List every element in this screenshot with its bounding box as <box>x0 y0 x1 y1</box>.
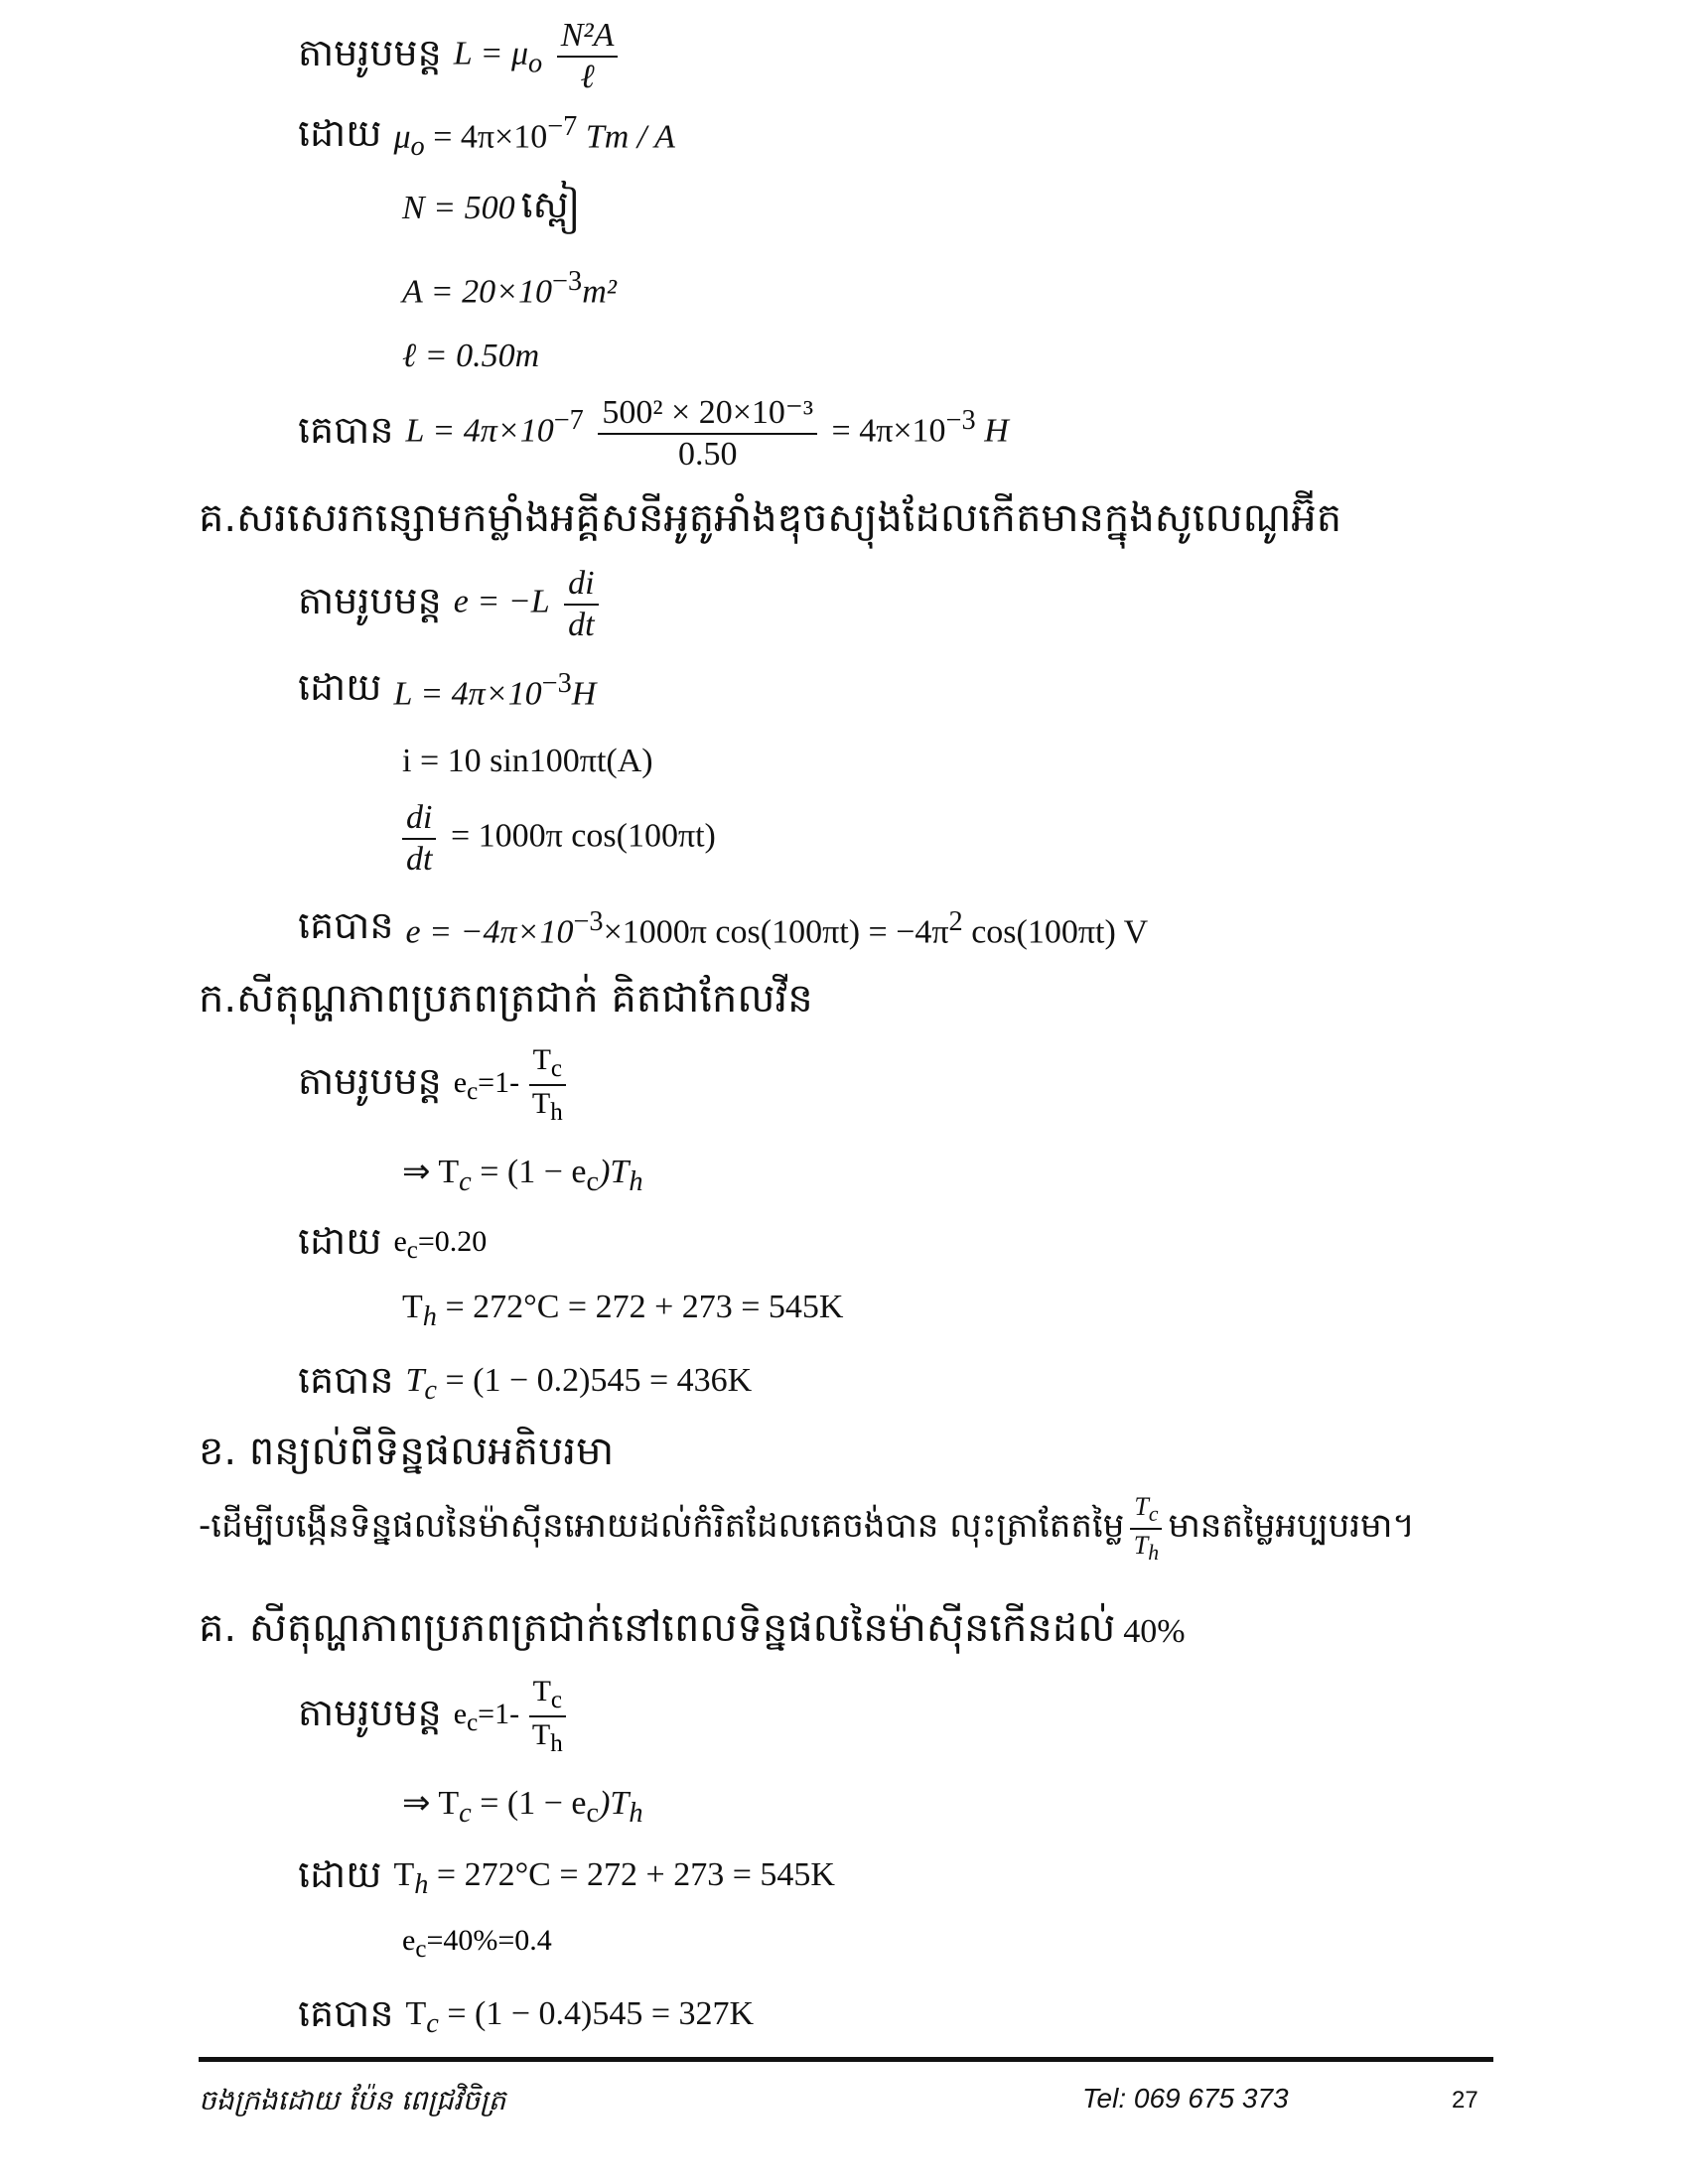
cold-temp-result-line-2 <box>298 1989 754 2045</box>
formula-label: តាមរូបមន្ត <box>298 30 442 74</box>
inductance-value: $L = 4\pi\times 10^{-3}H$ <box>393 668 597 713</box>
formula-label: តាមរូបមន្ត <box>298 1691 442 1735</box>
section-c1-heading: គ.សរសេរកន្សោមកម្លាំងអគ្គីសនីអូតូអាំងឌុចស្យុងដែលកើតមានក្នុងសូលេណូអ៊ីត <box>199 495 1342 541</box>
emf-result: $e = -4\pi\times 10^{-3}\times 1000\pi$ $\cos(100\pi t) = -4\pi^2$ cos(100πt) V <box>405 906 1149 951</box>
mu0-value: $\mu_o = 4\pi\times 10^{-7}$ Tm / A <box>393 110 675 163</box>
area-value: $A = 20\times 10^{-3}m^2$ <box>402 266 617 311</box>
given-hot-temp-line-2 <box>298 1850 835 1906</box>
given-inductance-line <box>298 663 596 719</box>
current-derivative-line <box>402 800 716 877</box>
section-kh-heading: ខ. ពន្យល់ពីទិន្នផលអតិបរមា <box>199 1429 615 1474</box>
ratio-fraction: $\frac{T_c}{T_h}$ <box>1130 1493 1162 1565</box>
given-label: ដោយ <box>298 665 382 709</box>
length-value: ℓ = 0.50m <box>402 338 540 374</box>
given-label: ដោយ <box>298 1219 382 1263</box>
footer-author: ចងក្រងដោយ ប៉ែន ពេជ្រវិចិត្រ <box>199 2084 506 2116</box>
turns-value: N = 500 <box>402 190 515 226</box>
cold-temp-formula-line-1 <box>402 1152 642 1198</box>
given-mu0-line <box>298 109 675 165</box>
temperature-ratio: $\frac{T_c}{T_h}$ <box>529 1044 566 1127</box>
cold-temp-result-line-1 <box>298 1356 752 1412</box>
inductance-formula-line <box>298 18 624 94</box>
cold-temp-result-1: $T_c = (1 - 0.2)545 = 436K$ <box>405 1361 753 1406</box>
section-k-heading: ក.សីតុណ្ហភាពប្រភពត្រជាក់ គិតជាកែលវីន <box>199 976 813 1022</box>
cold-temp-result-2: $T_c = (1 - 0.4)545 = 327K$ <box>405 1994 755 2039</box>
length-line <box>402 338 539 375</box>
inductance-fraction: $\frac{\text{N²A}}{\text{ℓ}}$ <box>557 18 619 94</box>
result-label: គេបាន <box>298 1358 394 1402</box>
inductance-formula: $L = \mu_o$ $\frac{\text{N²A}}{\text{ℓ}}$ <box>454 18 625 94</box>
footer-rule <box>199 2057 1493 2062</box>
result-label: គេបាន <box>298 1991 394 2035</box>
efficiency-formula-line-2 <box>298 1676 572 1758</box>
section-c2-heading: គ. សីតុណ្ហភាពប្រភពត្រជាក់នៅពេលទិន្នផលនៃម៉ាស៊ីនកើនដល់ 40% <box>199 1605 1186 1651</box>
result-label: គេបាន <box>298 903 394 947</box>
current-value: i = 10 sin100πt(A) <box>402 743 653 779</box>
hot-temp-value: $T_h = 272^\circ C = 272 + 273 = 545K$ <box>402 1289 844 1332</box>
efficiency-value-1: $e_c=0.20$ <box>393 1225 488 1264</box>
emf-result-line <box>298 901 1148 957</box>
formula-label: តាមរូបមន្ត <box>298 578 442 622</box>
turns-unit: ស្ពៀ <box>520 183 581 226</box>
temperature-ratio-2: $\frac{T_c}{T_h}$ <box>529 1676 566 1758</box>
inductance-result-line <box>298 395 1009 472</box>
efficiency-formula-2: $e_c=1-$ $\frac{T_c}{T_h}$ <box>454 1676 572 1758</box>
hot-temp-line-1 <box>402 1289 843 1333</box>
emf-formula-line <box>298 566 605 642</box>
footer-phone: Tel: 069 675 373 <box>1082 2083 1289 2114</box>
result-label: គេបាន <box>298 407 394 452</box>
inductance-result: $L = 4\pi\times 10^{-7}$ $\frac{\text{500² × 20×10⁻³}}{0.50}$ = $4\pi\times 10^{-3}$ H <box>405 394 1009 473</box>
hot-temp-value-2: $T_h = 272^\circ C = 272 + 273 = 545K$ <box>393 1855 835 1900</box>
inductance-result-fraction: $\frac{\text{500² × 20×10⁻³}}{0.50}$ <box>598 395 817 472</box>
area-line <box>402 266 617 311</box>
cold-temp-formula: ⇒ $T_c = (1 - e_c)T_h$ <box>402 1154 643 1197</box>
formula-label: តាមរូបមន្ត <box>298 1059 442 1104</box>
page-number: 27 <box>1452 2087 1478 2114</box>
given-efficiency-line-1 <box>298 1217 487 1273</box>
given-label: ដោយ <box>298 1852 382 1896</box>
emf-fraction: $\frac{di}{dt}$ <box>564 566 598 642</box>
current-derivative: $\frac{di}{dt}$ = 1000π cos(100πt) <box>402 800 716 877</box>
efficiency-value-2: $e_c=40\%=0.4$ <box>402 1924 552 1963</box>
didt-fraction: $\frac{di}{dt}$ <box>402 800 436 877</box>
efficiency-formula-line-1 <box>298 1044 572 1127</box>
section-kh-explanation: -ដើម្បីបង្កើនទិន្នផលនៃម៉ាស៊ីនអោយដល់កំរិតដែលគេចង់បាន លុះត្រាតែតម្លៃ $\frac{T_c}{T_h}$ មានតម្លៃអប្បបរមា។ <box>199 1492 1415 1566</box>
cold-temp-formula-line-2 <box>402 1783 642 1830</box>
current-line <box>402 743 653 780</box>
efficiency-line-2 <box>402 1924 552 1964</box>
given-label: ដោយ <box>298 111 382 155</box>
turns-line <box>402 181 592 236</box>
efficiency-formula: $e_c=1-$ $\frac{T_c}{T_h}$ <box>454 1044 572 1127</box>
emf-formula: e = −L $\frac{di}{dt}$ <box>454 566 605 642</box>
cold-temp-formula-2: ⇒ $T_c = (1 - e_c)T_h$ <box>402 1785 643 1829</box>
